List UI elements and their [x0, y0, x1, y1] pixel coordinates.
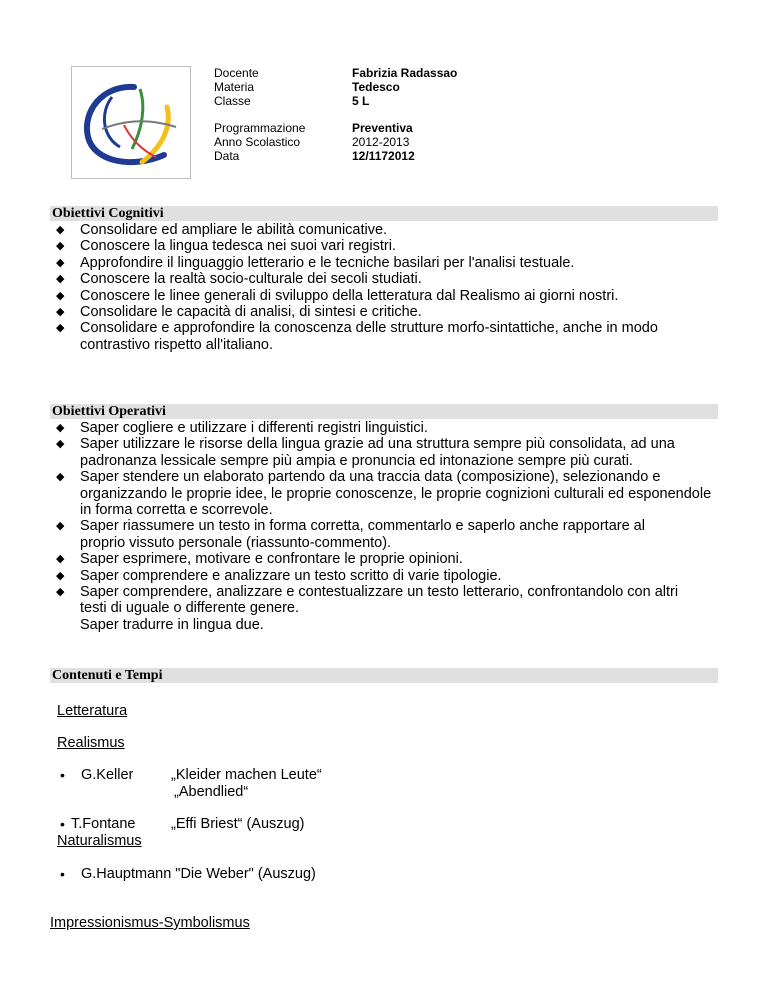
value-programmazione: Preventiva: [352, 121, 413, 135]
work-kleider: „Kleider machen Leute“: [171, 767, 322, 783]
list-item: ◆ Saper comprendere, analizzare e contestualizzare un testo letterario, confrontandolo con altri testi di uguale o differente genere.: [56, 584, 679, 617]
heading-letteratura: Letteratura: [57, 703, 128, 719]
list-item-extra: Saper tradurre in lingua due.: [80, 616, 264, 633]
list-item: ◆ Consolidare e approfondire la conoscenza delle strutture morfo-sintattiche, anche in modo contrastivo rispetto all'italiano.: [56, 320, 658, 353]
list-item: ◆ Saper cogliere e utilizzare i differenti registri linguistici.: [56, 420, 428, 436]
diamond-bullet-icon: ◆: [56, 322, 65, 335]
bullet-dot-icon: •: [60, 767, 65, 783]
list-item: ◆ Saper utilizzare le risorse della lingua grazie ad una struttura sempre più consolidata, ad una padronanza lessicale sempre più ampia e pronuncia ed intonazione sempre più curati.: [56, 436, 675, 469]
diamond-bullet-icon: ◆: [56, 256, 65, 269]
list-item: ◆ Conoscere la realtà socio-culturale dei secoli studiati.: [56, 271, 422, 288]
section-contenuti-tempi: Contenuti e Tempi: [50, 668, 718, 683]
label-materia: Materia: [214, 80, 255, 94]
list-obiettivi-cognitivi: [50, 222, 730, 353]
diamond-bullet-icon: ◆: [56, 586, 65, 599]
value-materia: Tedesco: [352, 80, 400, 94]
diamond-bullet-icon: ◆: [56, 471, 65, 484]
diamond-bullet-icon: ◆: [56, 273, 65, 286]
logo-emblem-icon: [72, 67, 190, 178]
heading-impressionismus: Impressionismus-Symbolismus: [50, 915, 250, 931]
diamond-bullet-icon: ◆: [56, 553, 65, 566]
author-fontane: T.Fontane: [71, 816, 136, 832]
diamond-bullet-icon: ◆: [56, 224, 65, 236]
value-anno-scolastico: 2012-2013: [352, 135, 410, 149]
work-abendlied: „Abendlied“: [174, 784, 249, 800]
list-item: ◆ Saper esprimere, motivare e confrontare le proprie opinioni.: [56, 551, 463, 568]
bullet-dot-icon: •: [60, 866, 65, 882]
value-docente: Fabrizia Radassao: [352, 66, 458, 80]
section-obiettivi-cognitivi: Obiettivi Cognitivi: [50, 206, 718, 221]
list-item: ◆ Saper comprendere e analizzare un testo scritto di varie tipologie.: [56, 567, 502, 584]
list-obiettivi-operativi: [50, 420, 722, 633]
value-classe: 5 L: [352, 94, 370, 108]
value-data: 12/1172012: [352, 149, 415, 163]
list-item: ◆ Saper stendere un elaborato partendo da una traccia data (composizione), selezionando e organizzando le proprie idee, le proprie conoscenze, le proprie cognizioni culturali ed esponendole in forma corretta e scorrevole.: [56, 469, 712, 519]
label-programmazione: Programmazione: [214, 121, 306, 135]
author-hauptmann: G.Hauptmann "Die Weber" (Auszug): [81, 866, 316, 882]
list-item: ◆ Conoscere la lingua tedesca nei suoi vari registri.: [56, 238, 396, 255]
diamond-bullet-icon: ◆: [56, 289, 65, 302]
diamond-bullet-icon: ◆: [56, 422, 65, 434]
diamond-bullet-icon: ◆: [56, 240, 65, 253]
diamond-bullet-icon: ◆: [56, 569, 65, 582]
label-classe: Classe: [214, 94, 251, 108]
heading-realismus: Realismus: [57, 735, 125, 751]
author-keller: G.Keller: [81, 767, 134, 783]
diamond-bullet-icon: ◆: [56, 438, 65, 451]
label-data: Data: [214, 149, 240, 163]
list-item: ◆ Consolidare ed ampliare le abilità comunicative.: [56, 222, 388, 238]
heading-naturalismus: Naturalismus: [57, 833, 142, 849]
list-item: ◆ Conoscere le linee generali di sviluppo della letteratura dal Realismo ai giorni nostri.: [56, 287, 619, 304]
bullet-dot-icon: •: [60, 816, 65, 832]
section-obiettivi-operativi: Obiettivi Operativi: [50, 404, 718, 419]
diamond-bullet-icon: ◆: [56, 306, 65, 319]
label-docente: Docente: [214, 66, 259, 80]
diamond-bullet-icon: ◆: [56, 520, 65, 533]
list-item: ◆ Consolidare le capacità di analisi, di sintesi e critiche.: [56, 304, 422, 321]
work-effi-briest: „Effi Briest“ (Auszug): [171, 816, 305, 832]
label-anno-scolastico: Anno Scolastico: [214, 135, 301, 149]
list-item: ◆ Approfondire il linguaggio letterario e le tecniche basilari per l'analisi testuale.: [56, 254, 575, 271]
list-item: ◆ Saper riassumere un testo in forma corretta, commentarlo e saperlo anche rapportare al proprio vissuto personale (riassunto-commento).: [56, 518, 645, 551]
school-logo: [71, 66, 191, 179]
